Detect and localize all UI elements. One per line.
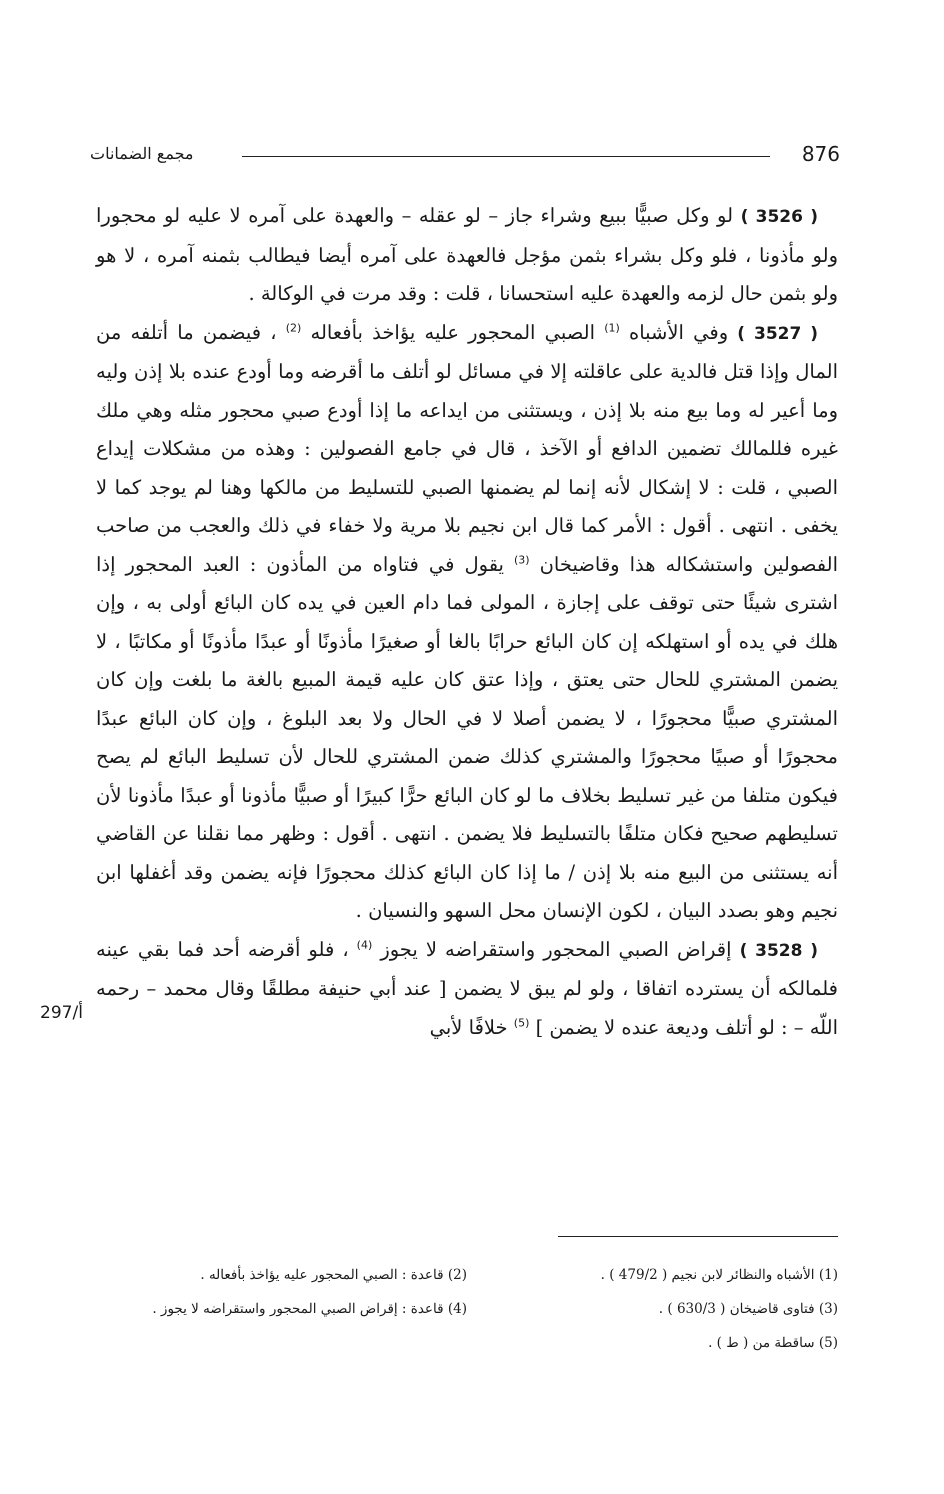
paragraph-text: إقراض الصبي المحجور واستقراضه لا يجوز	[372, 937, 740, 961]
footnote-row	[96, 1326, 838, 1360]
paragraph-text: يقول في فتاواه من المأذون : العبد المحجور إذا اشترى شيئًا حتى توقف على إجازة ، المولى فما دام العين في يده كان البائع أولى به ، وإن هلك في يده أو استهلكه إن كان البائع حرابًا بالغا أو صغيرًا مأذونًا أو عبدًا مأذونًا أو مكاتبًا ، لا يضمن المشتري للحال حتى يعتق ، وإذا عتق كان عليه قيمة المبيع بالغة ما بلغت وإن كان المشتري صبيًّا محجورًا ، لا يضمن أصلا لا في الحال ولا بعد البلوغ ، وإن كان البائع عبدًا محجورًا أو صبيًا محجورًا والمشتري كذلك ضمن المشتري للحال لأن تسليط البائع لم يصح فيكون متلفا من غير تسليط بخلاف ما لو كان البائع حرًّا كبيرًا أو صبيًّا مأذونا أو عبدًا مأذونا لأن تسليطهم صحيح فكان متلفًا بالتسليط فلا يضمن . انتهى . أقول : وظهر مما نقلنا عن القاضي أنه يستثنى من البيع منه بلا إذن / ما إذا كان البائع كذلك محجورًا فإنه يضمن وقد أغفلها ابن نجيم وهو بصدد البيان ، لكون الإنسان محل السهو والنسيان .	[96, 552, 838, 922]
footnote-empty	[96, 1326, 467, 1360]
paragraph-3528	[96, 931, 838, 1048]
paragraph-3526	[96, 197, 838, 314]
footnote-1: (1) الأشباه والنظائر لابن نجيم ( 479/2 ) .	[600, 1267, 838, 1283]
footnote-5: (5) ساقطة من ( ط ) .	[708, 1335, 838, 1351]
entry-number: ( 3526 )	[740, 207, 818, 227]
footnote-ref: (5)	[513, 1016, 530, 1029]
entry-number: ( 3527 )	[737, 323, 818, 344]
paragraph-text: خلافًا لأبي	[429, 1015, 514, 1039]
footnote-row	[96, 1258, 838, 1292]
footnote-4: (4) قاعدة : إقراض الصبي المحجور واستقراضه لا يجوز .	[152, 1301, 467, 1317]
footnotes	[96, 1258, 838, 1360]
paragraph-text: لو وكل صبيًّا ببيع وشراء جاز – لو عقله – والعهدة على آمره لا عليه لو محجورا ولو مأذونا ، فلو وكل بشراء بثمن مؤجل فالعهدة على آمره أيضا فيطالب بثمنه آمره ، لا هو ولو بثمن حال لزمه والعهدة عليه استحسانا ، قلت : وقد مرت في الوكالة .	[96, 204, 838, 305]
paragraph-3527	[96, 314, 838, 931]
paragraph-text: ، فلو أقرضه أحد فما بقي عينه فلمالكه أن يسترده اتفاقا ، ولو لم يبق لا يضمن [ عند أبي حنيفة مطلقًا وقال محمد – رحمه اللّه – : لو أتلف وديعة عنده لا يضمن ]	[96, 937, 838, 1039]
manuscript-folio-note: 297/أ	[40, 1003, 83, 1023]
page-header	[90, 142, 840, 172]
paragraph-text: الصبي المحجور عليه يؤاخذ بأفعاله	[301, 320, 605, 344]
footnote-ref: (3)	[514, 553, 530, 566]
paragraph-text: وفي الأشباه	[619, 320, 738, 344]
header-rule	[242, 156, 770, 157]
footnote-ref: (1)	[604, 321, 620, 334]
entry-number: ( 3528 )	[739, 940, 818, 961]
footnote-3: (3) فتاوى قاضيخان ( 630/3 ) .	[658, 1301, 838, 1317]
page-number: 876	[801, 142, 840, 166]
footnote-2: (2) قاعدة : الصبي المحجور عليه يؤاخذ بأفعاله .	[200, 1267, 467, 1283]
footnote-ref: (2)	[285, 321, 302, 334]
footnote-row	[96, 1292, 838, 1326]
body-text	[96, 197, 838, 1047]
paragraph-text: ، فيضمن ما أتلفه من المال وإذا قتل فالدية على عاقلته إلا في مسائل لو أتلف ما أقرضه وما أودع عنده بلا إذن وليه وما أعير له وما بيع منه بلا إذن ، ويستثنى من ايداعه ما إذا أودع صبي محجور مثله وهي ملك غيره فللمالك تضمين الدافع أو الآخذ ، قال في جامع الفصولين : وهذه من مشكلات إيداع الصبي ، قلت : لا إشكال لأنه إنما لم يضمنها الصبي للتسليط من مالكها وهنا لم يوجد كما لا يخفى . انتهى . أقول : الأمر كما قال ابن نجيم بلا مرية ولا خفاء في ذلك والعجب من صاحب الفصولين واستشكاله هذا وقاضيخان	[96, 320, 838, 576]
footnote-rule	[558, 1236, 838, 1237]
footnote-ref: (4)	[356, 938, 373, 951]
running-title: مجمع الضمانات	[90, 144, 194, 163]
